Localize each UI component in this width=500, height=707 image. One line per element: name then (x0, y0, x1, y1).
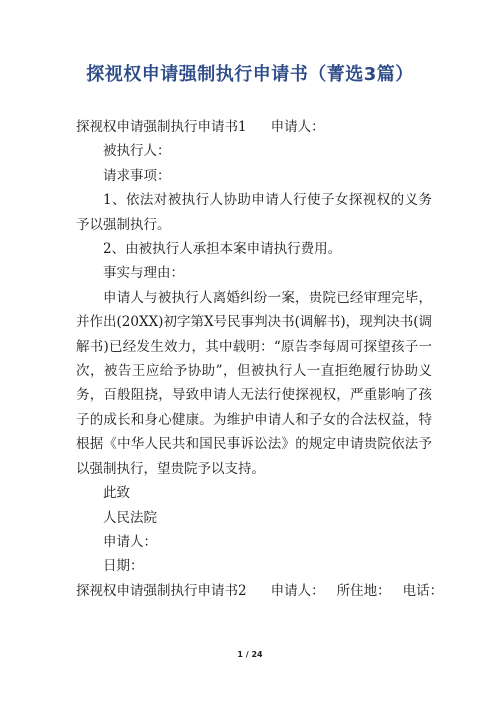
doc2-applicant-label: 申请人： (270, 582, 325, 599)
date-label: 日期： (103, 558, 144, 575)
closing-salutation: 此致 (103, 485, 130, 502)
request-heading: 请求事项： (103, 167, 171, 184)
court-name: 人民法院 (103, 509, 157, 526)
facts-heading: 事实与理由： (103, 265, 184, 282)
page-number: 1 / 24 (237, 650, 263, 659)
doc2-address-label: 所住地： (336, 582, 391, 599)
document-body (76, 115, 444, 603)
doc1-applicant-label: 申请人： (270, 119, 325, 135)
doc2-heading: 探视权申请强制执行申请书2 (76, 582, 247, 599)
request-item-2: 2、由被执行人承担本案申请执行费用。 (103, 241, 342, 258)
request-item-1: 1、依法对被执行人协助申请人行使子女探视权的义务予以强制执行。 (76, 192, 432, 233)
document-title: 探视权申请强制执行申请书（菁选3篇） (86, 64, 414, 85)
facts-body: 申请人与被执行人离婚纠纷一案，贵院已经审理完毕，并作出(20XX)初字第X号民事判决书(调解书)，现判决书(调解书)已经发生效力，其中载明：“原告李每周可探望孩子一次，被告王应给予协助”，但被执行人一直拒绝履行协助义务，百般阻挠，导致申请人无法行使探视权，严重影响了孩子的成长和身心健康。为维护申请人和子女的合法权益，特根据《中华人民共和国民事诉讼法》的规定申请贵院依法予以强制执行，望贵院予以支持。 (76, 289, 432, 477)
doc1-heading: 探视权申请强制执行申请书1 (76, 119, 247, 135)
doc2-phone-label: 电话： (402, 582, 444, 599)
respondent-label: 被执行人： (103, 143, 171, 160)
doc1-heading-line (76, 115, 432, 139)
signature-applicant-label: 申请人： (103, 533, 157, 550)
doc2-heading-line (76, 579, 444, 603)
